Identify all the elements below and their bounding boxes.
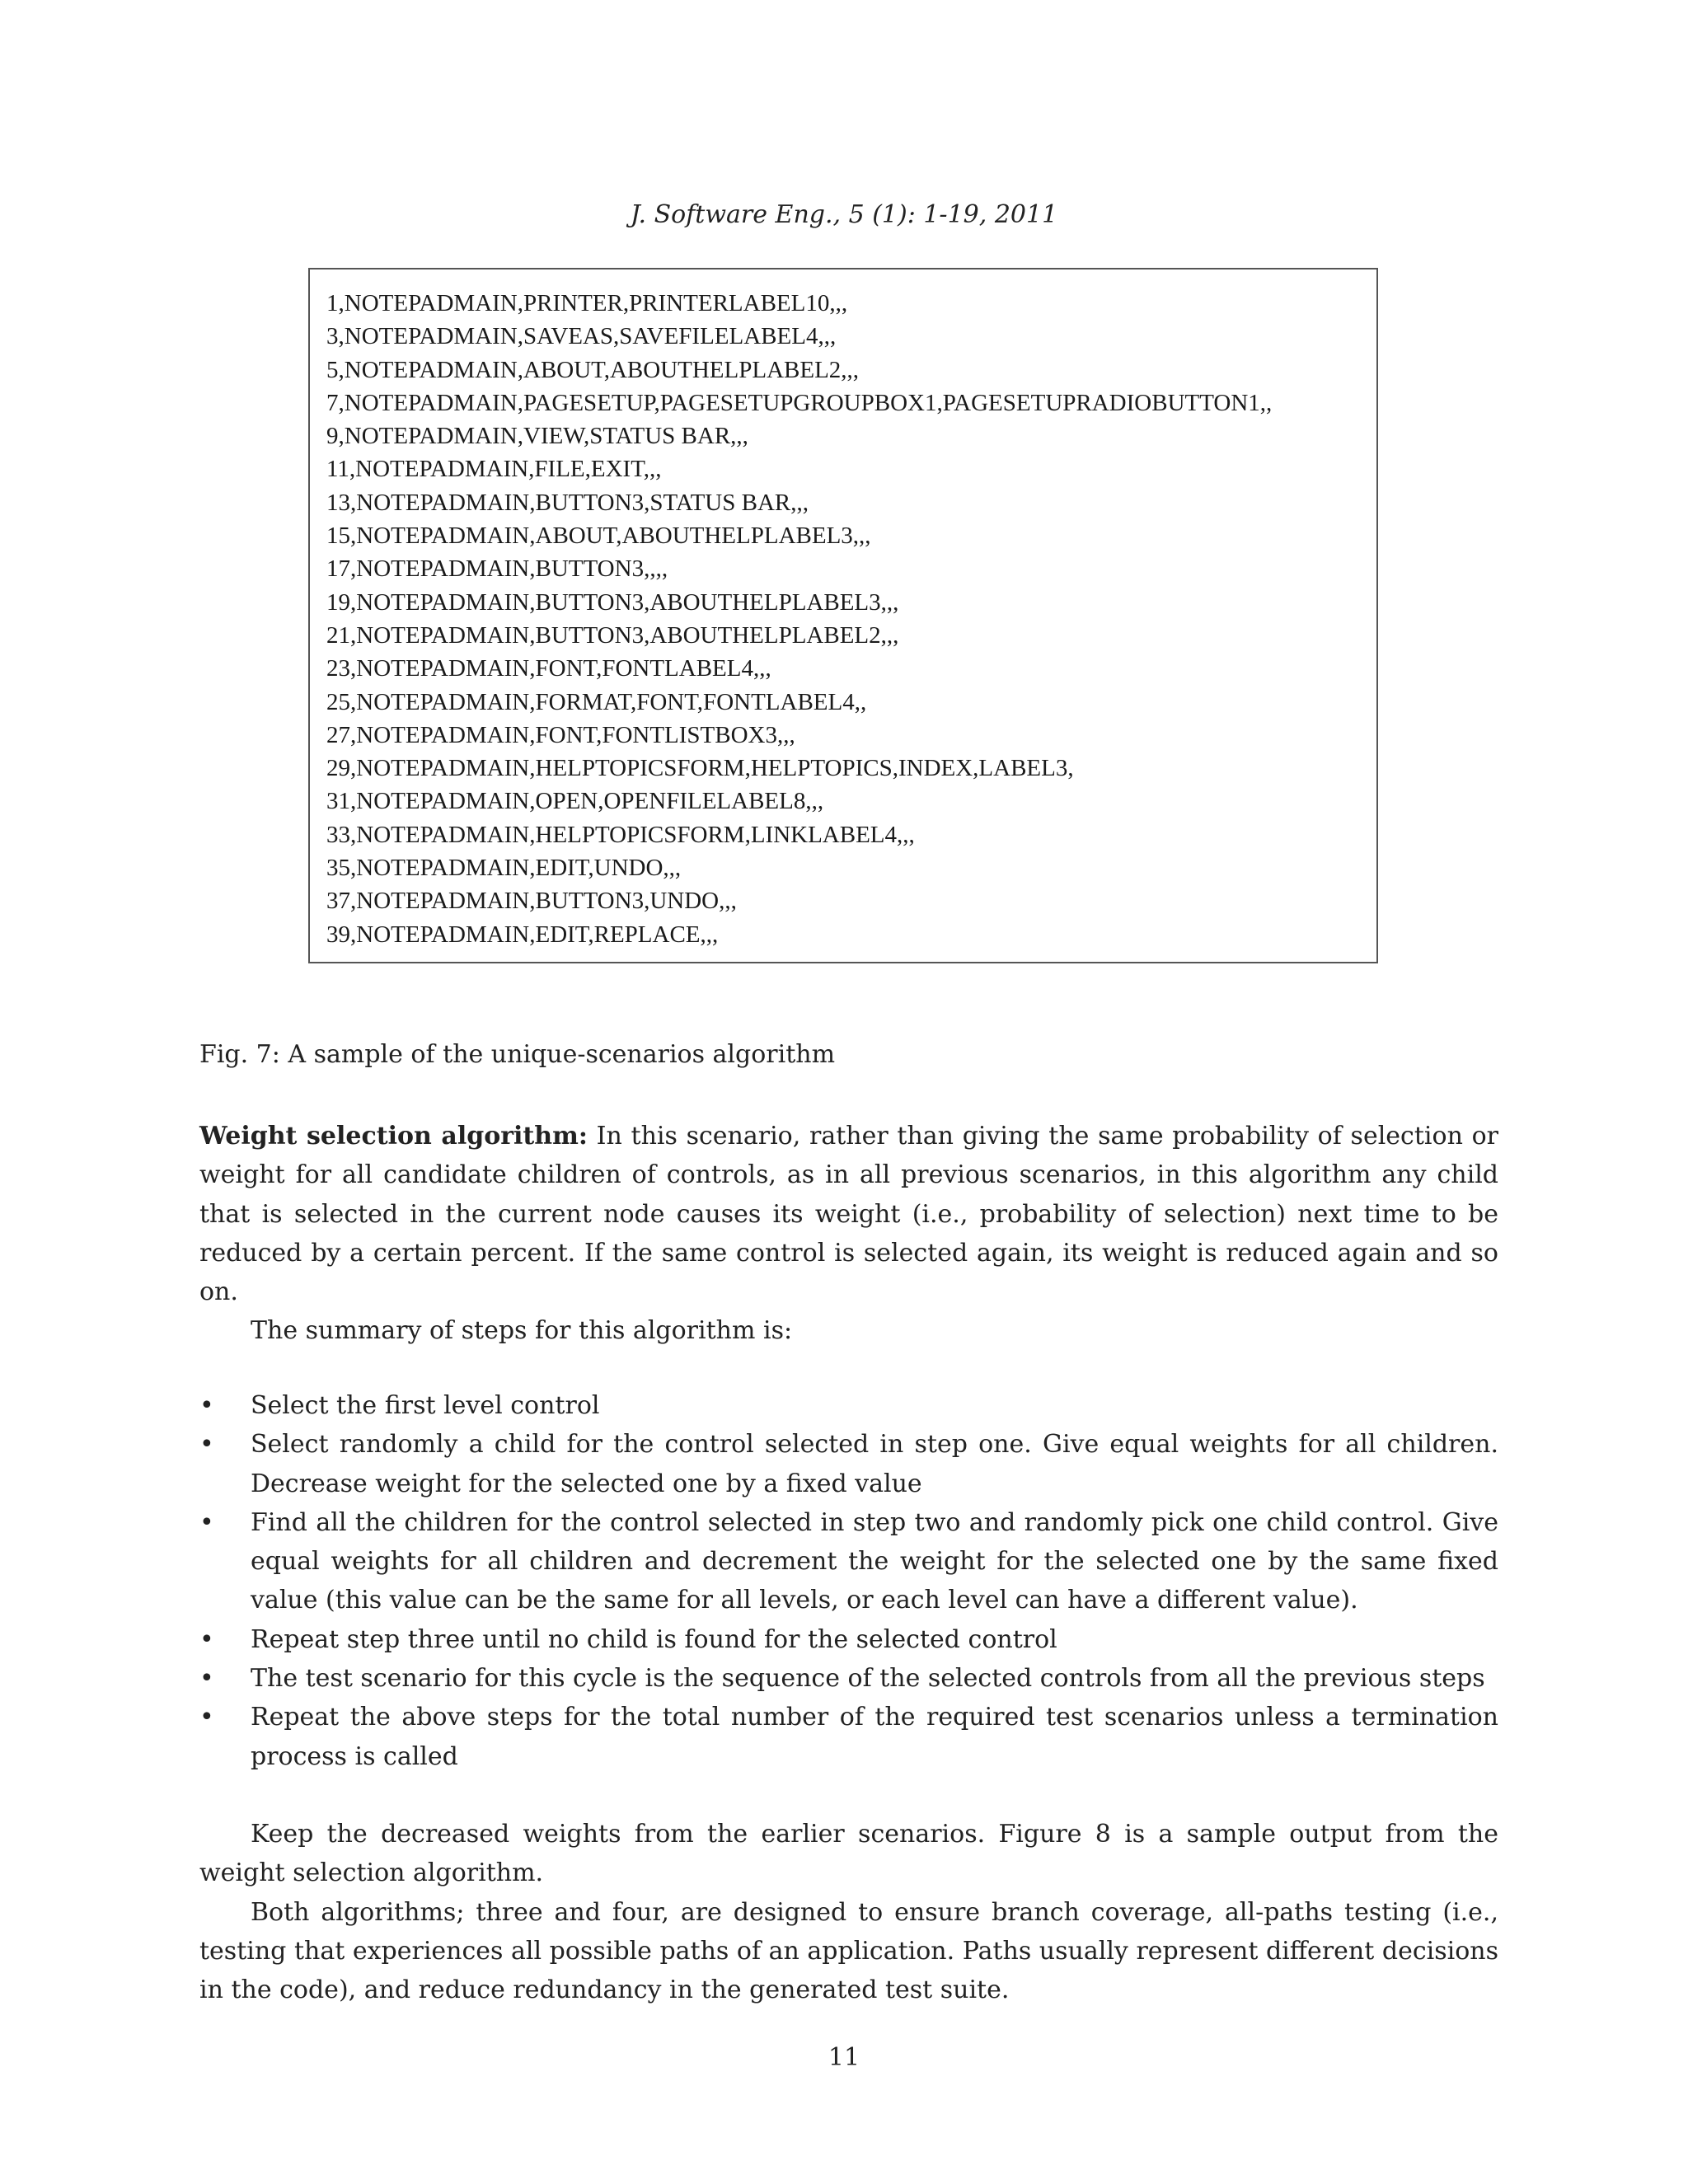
step-item	[199, 1698, 1498, 1776]
running-head: J. Software Eng., 5 (1): 1-19, 2011	[630, 200, 1058, 229]
scenario-line: 5,NOTEPADMAIN,ABOUT,ABOUTHELPLABEL2,,,	[326, 356, 860, 383]
scenario-list	[310, 269, 1376, 951]
step-item	[199, 1659, 1498, 1698]
step-text: The test scenario for this cycle is the sequence of the selected controls from all the previous steps	[251, 1664, 1485, 1694]
scenario-line: 1,NOTEPADMAIN,PRINTER,PRINTERLABEL10,,,	[326, 290, 848, 316]
section-heading: Weight selection algorithm:	[199, 1122, 588, 1151]
section-weight-selection	[199, 1117, 1498, 1351]
scenario-line: 13,NOTEPADMAIN,BUTTON3,STATUS BAR,,,	[326, 489, 809, 516]
step-text: Repeat step three until no child is found for the selected control	[251, 1624, 1057, 1654]
scenario-line: 27,NOTEPADMAIN,FONT,FONTLISTBOX3,,,	[326, 721, 795, 748]
step-item	[199, 1503, 1498, 1620]
scenario-line: 9,NOTEPADMAIN,VIEW,STATUS BAR,,,	[326, 423, 748, 450]
step-text: Select randomly a child for the control selected in step one. Give equal weights for all children. Decrease weight for the selected one by a fixed value	[251, 1430, 1498, 1498]
scenario-line: 37,NOTEPADMAIN,BUTTON3,UNDO,,,	[326, 888, 737, 915]
closing-paragraph: Both algorithms; three and four, are designed to ensure branch coverage, all-paths testing (i.e., testing that experiences all possible paths of an application. Paths usually represent different decisions in the code), and reduce redundancy in the generated test suite.	[199, 1897, 1498, 2005]
closing-paragraph: Keep the decreased weights from the earlier scenarios. Figure 8 is a sample output from the weight selection algorithm.	[199, 1820, 1498, 1888]
scenario-line: 39,NOTEPADMAIN,EDIT,REPLACE,,,	[326, 921, 719, 948]
scenario-line: 35,NOTEPADMAIN,EDIT,UNDO,,,	[326, 855, 682, 882]
bullet-icon: •	[199, 1391, 214, 1420]
scenario-line: 33,NOTEPADMAIN,HELPTOPICSFORM,LINKLABEL4,,,	[326, 821, 915, 848]
scenario-line: 25,NOTEPADMAIN,FORMAT,FONT,FONTLABEL4,,	[326, 688, 867, 715]
scenario-line: 17,NOTEPADMAIN,BUTTON3,,,,	[326, 555, 668, 583]
scenario-line: 29,NOTEPADMAIN,HELPTOPICSFORM,HELPTOPICS,INDEX,LABEL3,	[326, 755, 1074, 782]
scenario-line: 7,NOTEPADMAIN,PAGESETUP,PAGESETUPGROUPBOX1,PAGESETUPRADIOBUTTON1,,	[326, 389, 1273, 416]
step-item	[199, 1386, 1498, 1425]
scenario-line: 19,NOTEPADMAIN,BUTTON3,ABOUTHELPLABEL3,,,	[326, 588, 899, 616]
bullet-icon: •	[199, 1664, 214, 1694]
scenario-line: 23,NOTEPADMAIN,FONT,FONTLABEL4,,,	[326, 655, 771, 682]
step-text: Find all the children for the control selected in step two and randomly pick one child control. Give equal weights for all children and decrement the weight for the selected one by the same fixed value (this value can be the same for all levels, or each level can have a different value).	[251, 1507, 1498, 1615]
step-item	[199, 1620, 1498, 1659]
closing-paragraphs	[199, 1815, 1498, 2009]
scenario-line: 15,NOTEPADMAIN,ABOUT,ABOUTHELPLABEL3,,,	[326, 523, 871, 550]
scenario-line: 21,NOTEPADMAIN,BUTTON3,ABOUTHELPLABEL2,,,	[326, 621, 899, 649]
bullet-icon: •	[199, 1507, 214, 1537]
section-paragraph	[199, 1117, 1498, 1311]
scenario-line: 31,NOTEPADMAIN,OPEN,OPENFILELABEL8,,,	[326, 788, 824, 815]
bullet-icon: •	[199, 1703, 214, 1732]
page-number: 11	[828, 2043, 860, 2072]
section-paragraph-text: In this scenario, rather than giving the same probability of selection or weight for all candidate children of controls, as in all previous scenarios, in this algorithm any child that is selected in the current node causes its weight (i.e., probability of selection) next time to be reduced by a certain percent. If the same control is selected again, its weight is reduced again and so on.	[199, 1122, 1498, 1307]
scenario-line: 11,NOTEPADMAIN,FILE,EXIT,,,	[326, 456, 662, 483]
step-item	[199, 1425, 1498, 1503]
figure-box	[308, 268, 1378, 963]
step-text: Repeat the above steps for the total number of the required test scenarios unless a termination process is called	[251, 1703, 1498, 1771]
bullet-icon: •	[199, 1430, 214, 1460]
summary-intro: The summary of steps for this algorithm is:	[251, 1316, 793, 1346]
step-text: Select the first level control	[251, 1391, 600, 1420]
figure-caption: Fig. 7: A sample of the unique-scenarios algorithm	[199, 1040, 836, 1069]
bullet-icon: •	[199, 1624, 214, 1654]
steps-list	[199, 1386, 1498, 1776]
scenario-line: 3,NOTEPADMAIN,SAVEAS,SAVEFILELABEL4,,,	[326, 323, 837, 350]
